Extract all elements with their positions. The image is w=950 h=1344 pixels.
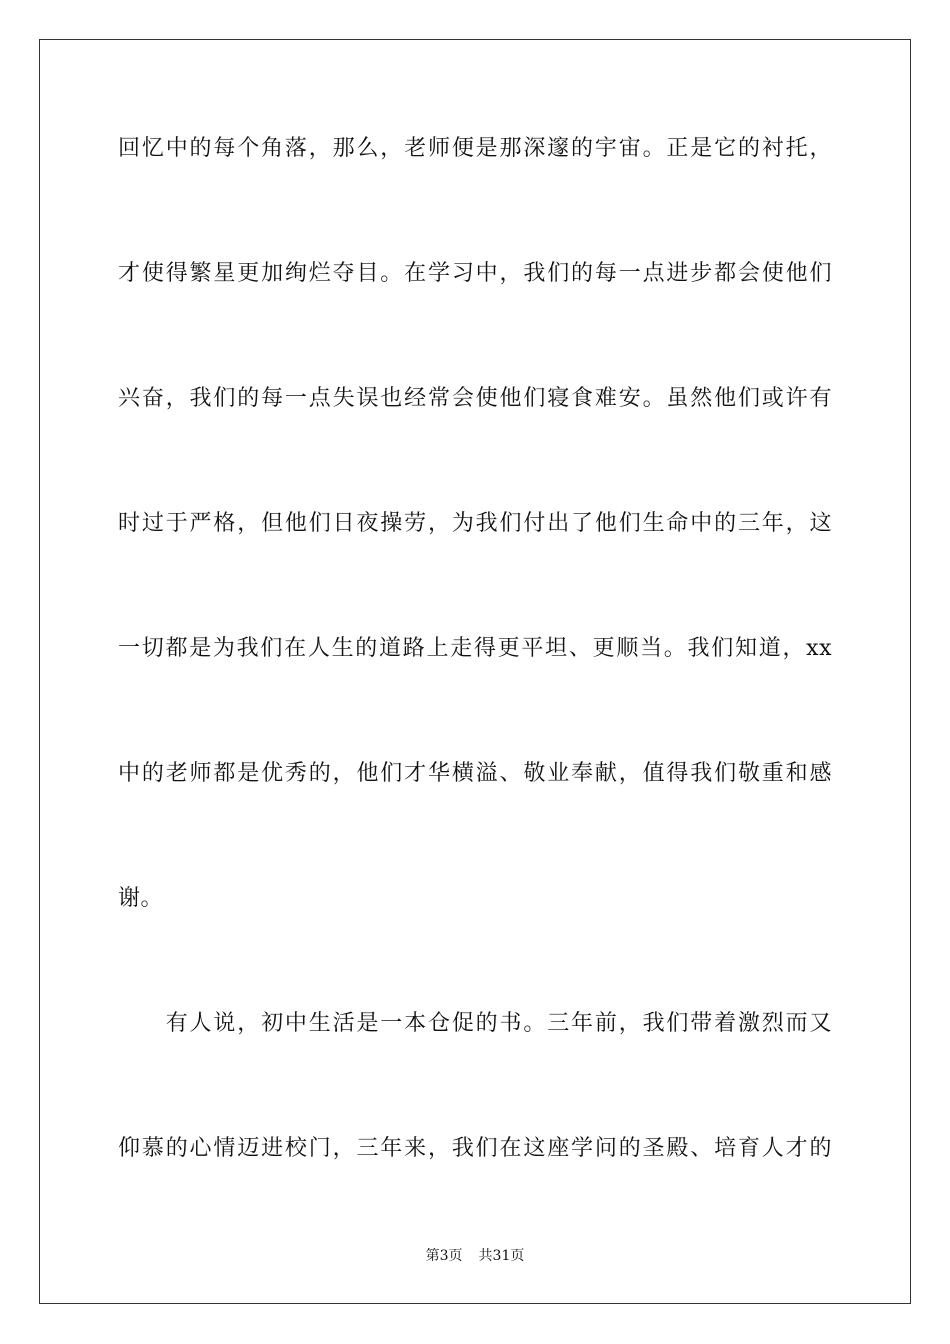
body-text-line: 才使得繁星更加绚烂夺目。在学习中，我们的每一点进步都会使他们 bbox=[118, 261, 832, 286]
body-text-line: 谢。 bbox=[118, 886, 164, 911]
body-text-line: 一切都是为我们在人生的道路上走得更平坦、更顺当。我们知道，xx bbox=[118, 636, 832, 661]
page-footer bbox=[0, 1246, 950, 1266]
paragraph-start-line: 有人说，初中生活是一本仓促的书。三年前，我们带着激烈而又 bbox=[118, 1011, 832, 1036]
body-text-line: 兴奋，我们的每一点失误也经常会使他们寝食难安。虽然他们或许有 bbox=[118, 386, 832, 411]
total-pages: 共31页 bbox=[478, 1248, 525, 1264]
body-text-line: 中的老师都是优秀的，他们才华横溢、敬业奉献，值得我们敬重和感 bbox=[118, 761, 832, 786]
page-border bbox=[39, 39, 911, 1304]
page-number: 第3页 bbox=[425, 1248, 463, 1264]
body-text-line: 仰慕的心情迈进校门，三年来，我们在这座学问的圣殿、培育人才的 bbox=[118, 1136, 832, 1161]
body-text-line: 回忆中的每个角落，那么，老师便是那深邃的宇宙。正是它的衬托， bbox=[118, 136, 832, 161]
body-text-line: 时过于严格，但他们日夜操劳，为我们付出了他们生命中的三年，这 bbox=[118, 511, 832, 536]
